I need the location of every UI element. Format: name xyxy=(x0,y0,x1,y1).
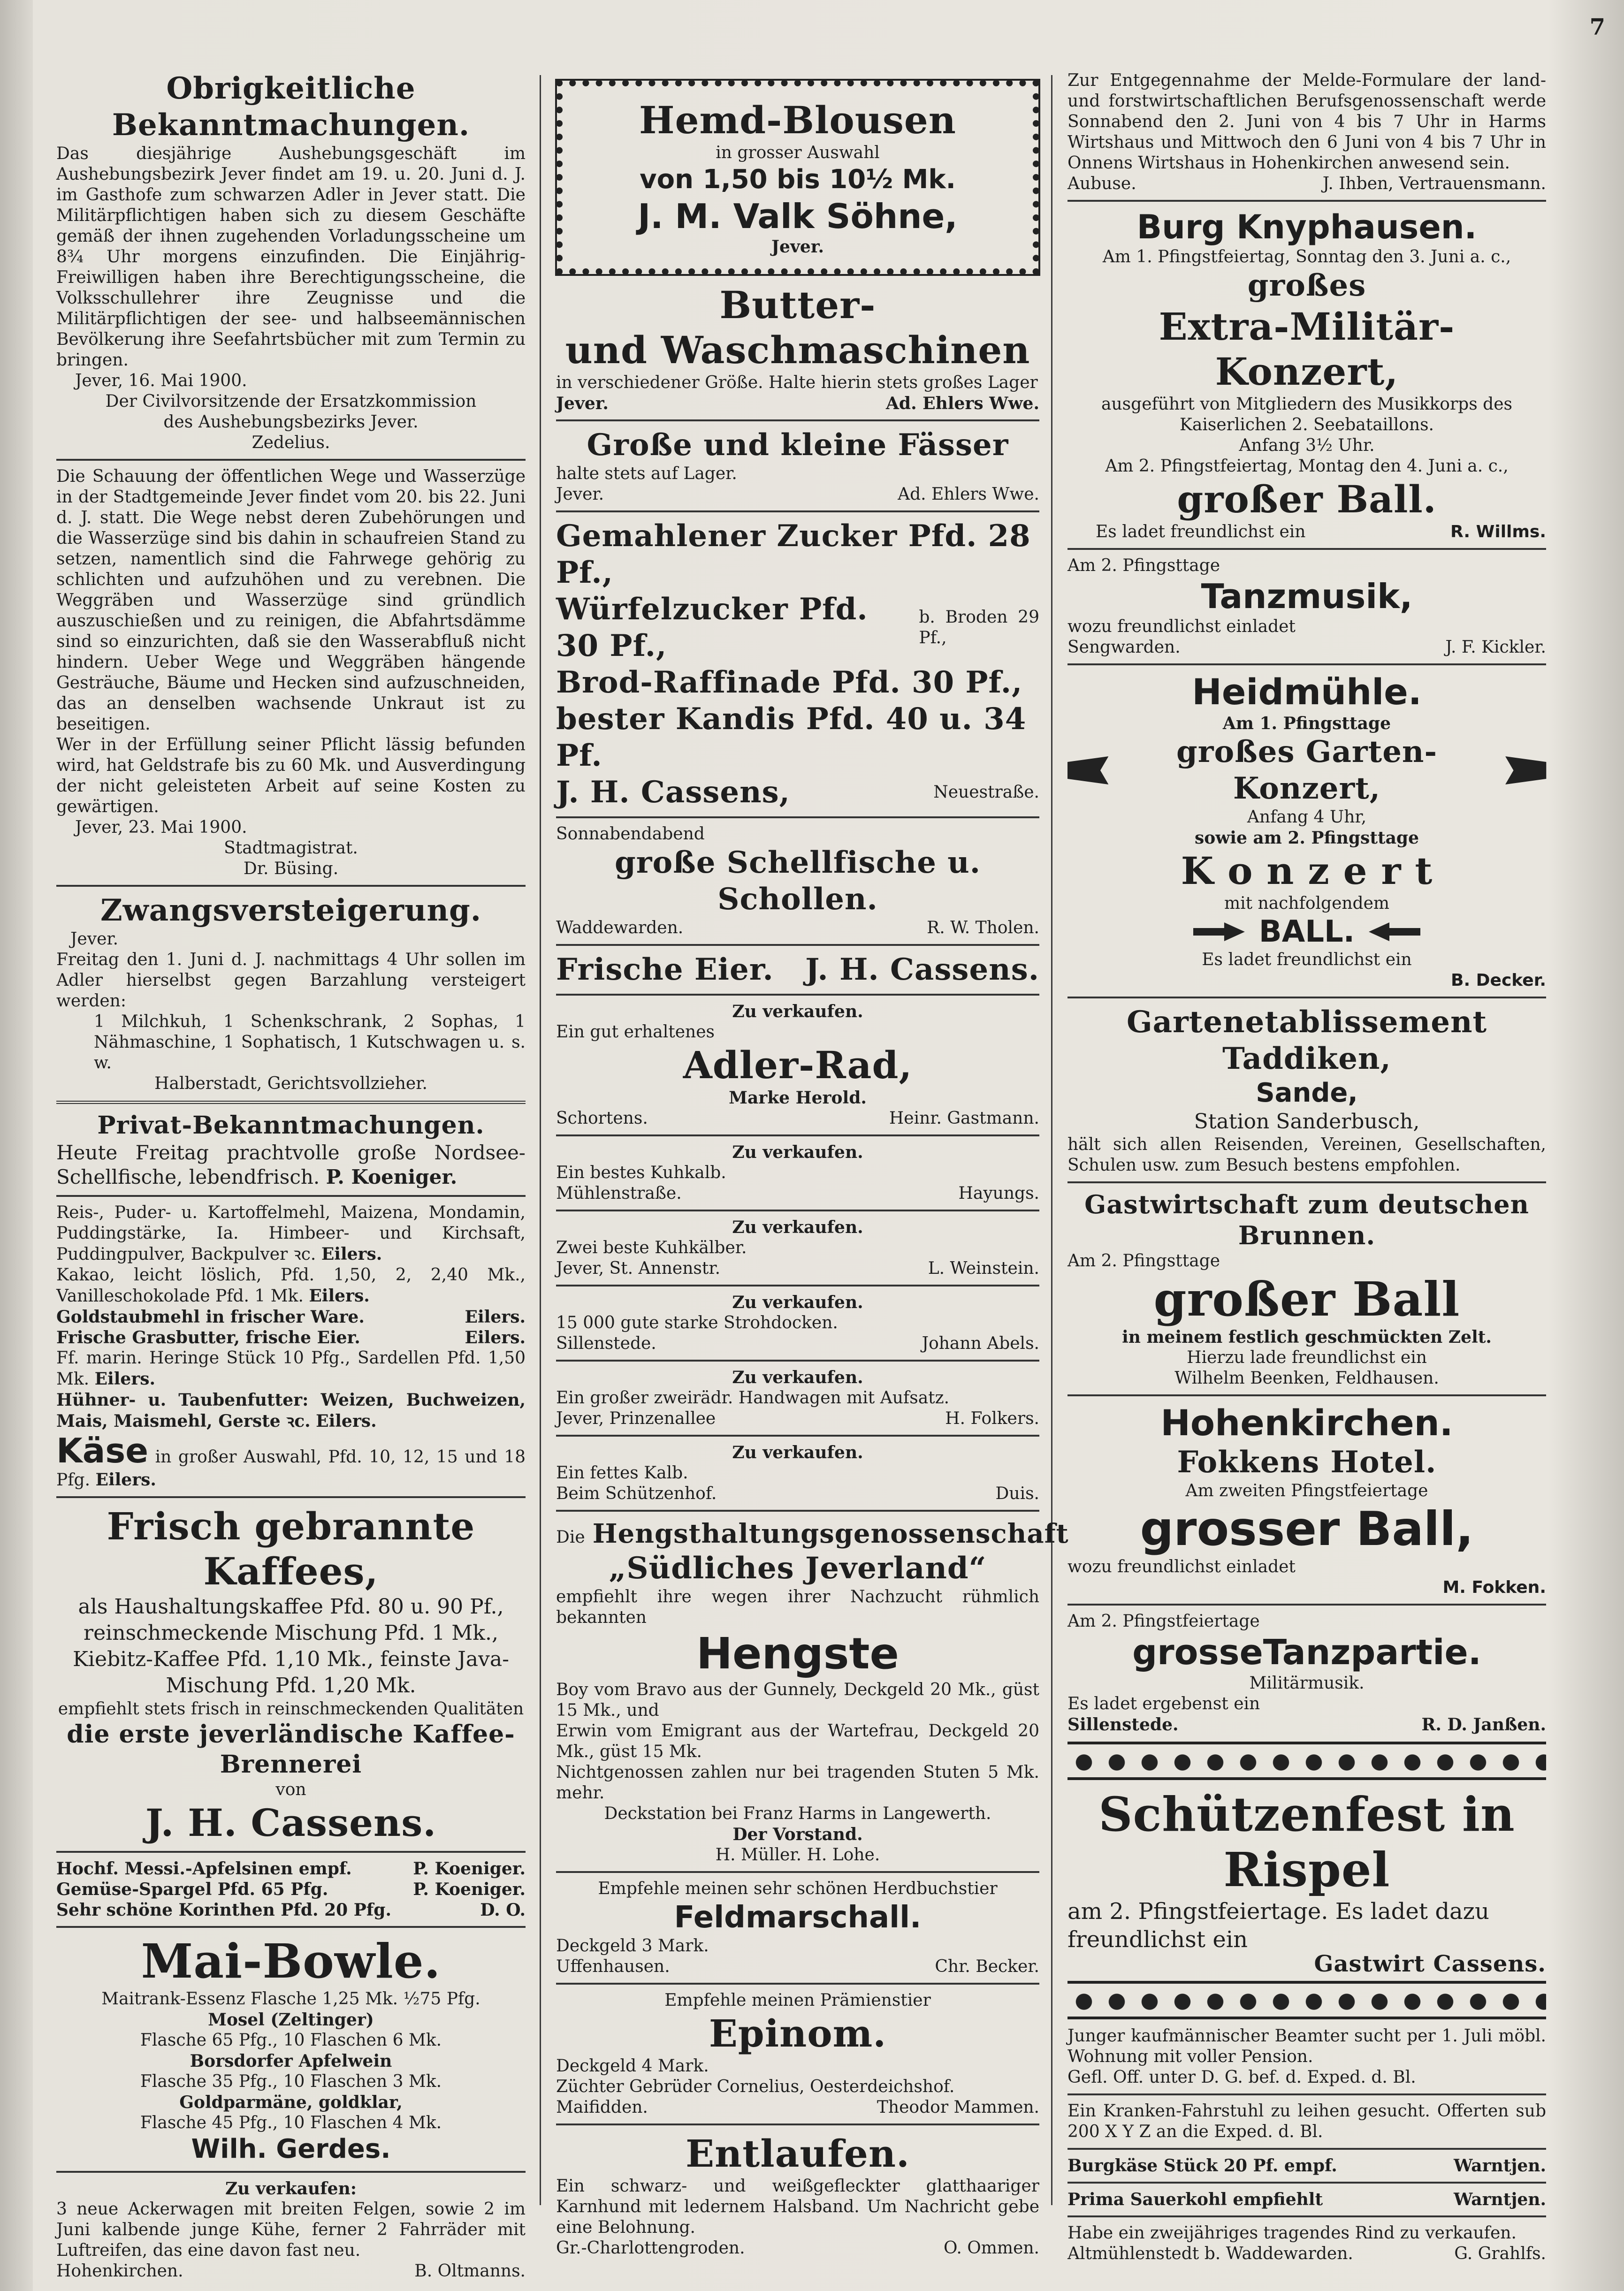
sale-ad-3 xyxy=(556,1292,1039,1354)
divider xyxy=(556,994,1039,996)
sale-heading: Zu verkaufen. xyxy=(732,1368,863,1387)
currant-ad xyxy=(56,1900,526,1920)
dance-music-ad xyxy=(1067,556,1546,658)
burg-line: Am 1. Pfingstfeiertag, Sonntag den 3. Juni a. c., xyxy=(1102,247,1511,266)
stallion-note: Nichtgenossen zahlen nur bei tragenden Stuten 5 Mk. mehr. xyxy=(556,1763,1039,1803)
divider xyxy=(556,2124,1039,2125)
lost-dog-text: Ein schwarz- und weißgefleckter glatthaariger Karnhund mit ledernem Halsband. Um Nachricht gebe eine Belohnung. xyxy=(556,2177,1039,2237)
burg-knyphausen-ad xyxy=(1067,207,1546,542)
sugar-line: Gemahlener Zucker Pfd. 28 Pf., xyxy=(556,518,1031,590)
burg-signature: R. Willms. xyxy=(1450,522,1546,541)
sale-signature: L. Weinstein. xyxy=(928,1259,1039,1278)
currant-text: Sehr schöne Korinthen Pfd. 20 Pfg. xyxy=(56,1900,391,1920)
butter-place: Jever. xyxy=(556,394,609,413)
divider xyxy=(1067,663,1546,665)
notice-signature-3: Zedelius. xyxy=(252,433,330,452)
stallion-pre: Die xyxy=(556,1528,585,1547)
heidmuehle-signature: B. Decker. xyxy=(1451,971,1546,990)
bull-heading: Feldmarschall. xyxy=(674,1900,922,1935)
coffee-von: von xyxy=(275,1780,306,1799)
fish-ad-signature: P. Koeniger. xyxy=(326,1165,457,1188)
heidmuehle-line: Am 1. Pfingsttage xyxy=(1222,714,1391,733)
bull-pre: Empfehle meinen sehr schönen Herdbuchstier xyxy=(598,1879,998,1898)
cheese-ad-text: in großer Auswahl, Pfd. 10, 12, 15 und 18 Pfg. xyxy=(56,1447,526,1490)
sale-text: 15 000 gute starke Strohdocken. xyxy=(556,1313,838,1332)
hohenkirchen-ball: grosser Ball, xyxy=(1140,1501,1474,1556)
grass-butter-signature: Eilers. xyxy=(465,1328,526,1347)
ornament-border xyxy=(1067,1742,1546,1780)
column-3 xyxy=(1067,70,1546,2263)
dance-pre: Am 2. Pfingsttage xyxy=(1067,556,1220,575)
auction-items: 1 Milchkuh, 1 Schenkschrank, 2 Sophas, 1 Nähmaschine, 1 Sophatisch, 1 Kutschwagen u. s. w. xyxy=(94,1012,526,1073)
may-bowl-line: Flasche 45 Pfg., 10 Flaschen 4 Mk. xyxy=(140,2113,442,2132)
sale-signature: Duis. xyxy=(995,1484,1039,1503)
burg-invite: Es ladet freundlichst ein xyxy=(1096,522,1306,541)
brunnen-ad xyxy=(1067,1189,1546,1389)
bull-signature: Theodor Mammen. xyxy=(877,2098,1039,2117)
divider xyxy=(556,1360,1039,1362)
stallion-boy: Boy vom Bravo aus der Gunnely, Deckgeld 20 Mk., güst 15 Mk., und xyxy=(556,1680,1039,1720)
bicycle-text: Ein gut erhaltenes xyxy=(556,1022,715,1042)
cattle-signature: G. Grahlfs. xyxy=(1454,2244,1546,2263)
flour-ad-text: Reis-, Puder- u. Kartoffelmehl, Maizena, Mondamin, Puddingstärke, Ia. Himbeer- und Kirchsaft, Puddingpulver, Backpulver ꝛc. xyxy=(56,1203,526,1264)
divider xyxy=(1067,1394,1546,1396)
bull-place: Uffenhausen. xyxy=(556,1957,670,1976)
dance-party-heading: grosseTanzpartie. xyxy=(1132,1632,1481,1673)
column-1 xyxy=(56,70,526,2281)
heidmuehle-heading: Heidmühle. xyxy=(1192,671,1422,713)
stallion-heading-1: Hengsthaltungsgenossenschaft xyxy=(592,1518,1069,1549)
hohenkirchen-hotel: Fokkens Hotel. xyxy=(1177,1445,1437,1480)
auction-text: Freitag den 1. Juni d. J. nachmittags 4 Uhr sollen im Adler hierselbst gegen Barzahlung versteigert werden: xyxy=(56,950,526,1011)
barrel-place: Jever. xyxy=(556,485,604,504)
barrel-signature: Ad. Ehlers Wwe. xyxy=(898,485,1039,504)
gold-flour-signature: Eilers. xyxy=(465,1307,526,1327)
divider xyxy=(1067,1604,1546,1606)
fish-ad xyxy=(56,1141,526,1189)
gold-flour-text: Goldstaubmehl in frischer Ware. xyxy=(56,1307,365,1327)
butter-signature: Ad. Ehlers Wwe. xyxy=(886,394,1039,413)
sugar-note: b. Broden 29 Pf., xyxy=(919,608,1039,647)
divider xyxy=(556,1510,1039,1512)
sugar-line: Würfelzucker Pfd. 30 Pf., xyxy=(556,592,868,663)
fish-ad-2 xyxy=(556,824,1039,938)
hohenkirchen-signature: M. Fokken. xyxy=(1442,1578,1546,1597)
taddiken-heading: Gartenetablissement Taddiken, xyxy=(1126,1005,1487,1076)
forms-place: Aubuse. xyxy=(1067,174,1136,193)
stallion-text: empfiehlt ihre wegen ihrer Nachzucht rühmlich bekannten xyxy=(556,1587,1039,1627)
divider xyxy=(1067,2093,1546,2095)
herring-ad-text: Ff. marin. Heringe Stück 10 Pfg., Sardellen Pfd. 1,50 Mk. xyxy=(56,1348,526,1389)
brunnen-tent: in meinem festlich geschmückten Zelt. xyxy=(1122,1327,1492,1347)
sauerkraut-signature: Warntjen. xyxy=(1453,2190,1546,2209)
bicycle-ad xyxy=(556,1001,1039,1129)
dance-party-place: Sillenstede. xyxy=(1067,1715,1179,1735)
currant-signature: D. O. xyxy=(480,1900,526,1920)
sale-heading: Zu verkaufen. xyxy=(732,1218,863,1237)
notice-text: Die Schauung der öffentlichen Wege und Wasserzüge in der Stadtgemeinde Jever findet vom 20. bis 22. Juni d. J. statt. Die Wege nebst deren Zubehörungen und die Wasserzüge sind bis dahin in schaufreien Stand zu setzen, namentlich sind die Fahrwege gehörig zu schlichten und aufzuhöhen und zu verebnen. Die Weggräben und Wasserzüge sind gründlich auszuschießen und zu reinigen, die Abfahrtsdämme sind so einzurichten, daß sie den Wasserabfluß nicht hindern. Ueber Wege und Weggräben hängende Gesträuche, Bäume und Hecken sind aufzuschneiden, das an denselben wachsende Unkraut ist zu beseitigen. xyxy=(56,467,526,734)
coffee-text: als Haushaltungskaffee Pfd. 80 u. 90 Pf., reinschmeckende Mischung Pfd. 1 Mk., Kiebitz-Kaffee Pfd. 1,10 Mk., feinste Java-Mischung Pfd. 1,20 Mk. xyxy=(73,1595,509,1697)
blouse-heading: Hemd-Blousen xyxy=(639,98,956,142)
coffee-small: empfiehlt stets frisch in reinschmeckenden Qualitäten xyxy=(58,1699,524,1719)
divider xyxy=(56,1101,526,1104)
heidmuehle-with: mit nachfolgendem xyxy=(1224,894,1390,913)
heidmuehle-garden-concert: großes Garten-Konzert, xyxy=(1176,734,1438,806)
shooting-festival-heading: Schützenfest in Rispel xyxy=(1098,1787,1515,1897)
divider xyxy=(556,944,1039,946)
divider xyxy=(56,885,526,887)
bicycle-heading: Adler-Rad, xyxy=(683,1043,913,1087)
divider xyxy=(556,1871,1039,1873)
blouse-firm: J. M. Valk Söhne, xyxy=(638,197,958,236)
cocoa-ad-signature: Eilers. xyxy=(309,1286,370,1306)
coffee-firm: J. H. Cassens. xyxy=(145,1801,437,1845)
blouse-place: Jever. xyxy=(771,237,824,257)
dance-party-line: Am 2. Pfingstfeiertage xyxy=(1067,1612,1260,1631)
stallion-ad xyxy=(556,1517,1069,1865)
dance-party-music: Militärmusik. xyxy=(1249,1674,1365,1693)
heidmuehle-ad xyxy=(1067,671,1546,991)
stallion-big: Hengste xyxy=(696,1629,899,1679)
stallion-erwin: Erwin vom Emigrant aus der Wartefrau, Deckgeld 20 Mk., güst 15 Mk. xyxy=(556,1721,1039,1761)
may-bowl-line: Mosel (Zeltinger) xyxy=(208,2010,374,2030)
sale-signature: Hayungs. xyxy=(958,1184,1039,1203)
sale-place: Jever, St. Annenstr. xyxy=(556,1259,721,1278)
may-bowl-ad xyxy=(56,1933,526,2165)
divider xyxy=(56,459,526,461)
page-binding-edge xyxy=(0,0,33,2291)
forms-text: Zur Entgegennahme der Melde-Formulare der land- und forstwirtschaftlichen Berufsgenossenschaft werde Sonnabend den 2. Juni von 4 bis 7 Uhr in Harms Wirtshaus und Mittwoch den 6 Juni von 4 bis 7 Uhr in Onnens Wirtshaus in Hohenkirchen anwesend sein. xyxy=(1067,71,1546,173)
auction-notice xyxy=(56,892,526,1094)
sale-place: Sillenstede. xyxy=(556,1334,656,1353)
taddiken-station: Station Sanderbusch, xyxy=(1194,1110,1420,1134)
divider xyxy=(556,1285,1039,1286)
heidmuehle-invite: Es ladet freundlichst ein xyxy=(1202,950,1412,969)
brunnen-signature: Wilhelm Beenken, Feldhausen. xyxy=(1174,1369,1439,1388)
feed-ad xyxy=(56,1390,526,1432)
divider xyxy=(56,1851,526,1853)
heidmuehle-concert: K o n z e r t xyxy=(1181,849,1433,893)
shooting-festival-signature: Gastwirt Cassens. xyxy=(1314,1951,1546,1977)
divider xyxy=(556,1435,1039,1437)
dance-heading: Tanzmusik, xyxy=(1201,577,1413,616)
stallion-signature: H. Müller. H. Lohe. xyxy=(715,1845,880,1865)
herring-ad-signature: Eilers. xyxy=(94,1369,156,1389)
sugar-ad xyxy=(556,518,1039,811)
sale-ad-5 xyxy=(556,1442,1039,1504)
notice-text: Das diesjährige Aushebungsgeschäft im Aushebungsbezirk Jever findet am 19. u. 20. Juni d. J. im Gasthofe zum schwarzen Adler in Jever statt. Die Militärpflichtigen haben sich zu diesem Geschäfte gemäß der ihnen zugehenden Vorladungsscheine um 8¾ Uhr morgens einzufinden. Die Einjährig-Freiwilligen haben ihre Berechtigungsscheine, die Volksschullehrer ihre Zeugnisse und die Militärpflichtigen der see- und halbseemännischen Bevölkerung ihre Seefahrtsbücher mit zum Termin zu bringen. xyxy=(56,144,526,370)
divider xyxy=(1067,2148,1546,2150)
lodging-ad xyxy=(1067,2026,1546,2088)
blouse-price: von 1,50 bis 10½ Mk. xyxy=(640,164,956,195)
bull-fee: Deckgeld 4 Mark. xyxy=(556,2056,709,2076)
heidmuehle-start: Anfang 4 Uhr, xyxy=(1247,807,1367,827)
taddiken-place: Sande, xyxy=(1256,1078,1358,1108)
fish-heading: große Schellfische u. Schollen. xyxy=(614,845,981,917)
orange-ad xyxy=(56,1858,526,1879)
fish-signature: R. W. Tholen. xyxy=(927,918,1039,937)
grass-butter-text: Frische Grasbutter, frische Eier. xyxy=(56,1328,360,1347)
sale-heading: Zu verkaufen: xyxy=(225,2179,357,2199)
sugar-firm: J. H. Cassens, xyxy=(556,775,790,810)
pointing-flag-icon xyxy=(1505,756,1546,784)
lodging-offer: Gefl. Off. unter D. G. bef. d. Exped. d. Bl. xyxy=(1067,2068,1416,2087)
wheelchair-ad: Ein Kranken-Fahrstuhl zu leihen gesucht. Offerten sub 200 X Y Z an die Exped. d. Bl. xyxy=(1067,2101,1546,2141)
coffee-ad xyxy=(56,1504,526,1845)
bull-ad-2 xyxy=(556,1990,1039,2118)
sale-ad-2 xyxy=(556,1217,1039,1279)
road-inspection-notice xyxy=(56,466,526,879)
shooting-festival-ad xyxy=(1067,1787,1546,1977)
sale-ad-1 xyxy=(556,1142,1039,1204)
divider xyxy=(56,1195,526,1197)
barrel-heading: Große und kleine Fässer xyxy=(587,427,1009,463)
butter-heading-1: Butter- xyxy=(719,283,876,327)
divider xyxy=(1067,548,1546,550)
pointing-hand-icon xyxy=(1369,922,1420,941)
burg-concert: Extra-Militär-Konzert, xyxy=(1159,304,1455,394)
bicycle-signature: Heinr. Gastmann. xyxy=(889,1109,1039,1128)
divider xyxy=(1067,997,1546,998)
divider xyxy=(556,816,1039,818)
gold-flour-ad xyxy=(56,1307,526,1327)
sale-place: Jever, Prinzenallee xyxy=(556,1409,716,1428)
butter-heading-2: und Waschmaschinen xyxy=(565,328,1030,372)
page-number: 7 xyxy=(1589,14,1605,40)
sale-ad xyxy=(56,2178,526,2282)
butter-machine-ad xyxy=(556,282,1039,414)
cattle-place: Altmühlenstedt b. Waddewarden. xyxy=(1067,2244,1353,2263)
sugar-address: Neuestraße. xyxy=(933,783,1039,802)
asparagus-text: Gemüse-Spargel Pfd. 65 Pfg. xyxy=(56,1880,328,1899)
sale-place: Mühlenstraße. xyxy=(556,1184,682,1203)
lost-dog-ad xyxy=(556,2131,1039,2259)
fish-ad-text: Heute Freitag prachtvolle große Nordsee-Schellfische, lebendfrisch. xyxy=(56,1141,526,1188)
private-notices-heading: Privat-Bekanntmachungen. xyxy=(97,1111,485,1140)
hohenkirchen-text: wozu freundlichst einladet xyxy=(1067,1557,1296,1576)
sugar-line: Brod-Raffinade Pfd. 30 Pf., xyxy=(556,665,1023,700)
column-2 xyxy=(556,70,1069,2258)
divider xyxy=(556,1983,1039,1985)
divider xyxy=(56,1926,526,1928)
divider xyxy=(556,419,1039,421)
burg-cheese-signature: Warntjen. xyxy=(1453,2156,1546,2176)
hohenkirchen-heading: Hohenkirchen. xyxy=(1160,1402,1453,1444)
brunnen-line: Am 2. Pfingsttage xyxy=(1067,1251,1220,1271)
feed-ad-text: Hühner- u. Taubenfutter: Weizen, Buchweizen, Mais, Maismehl, Gerste ꝛc. xyxy=(56,1390,526,1431)
cheese-ad-signature: Eilers. xyxy=(95,1470,156,1490)
bicycle-brand: Marke Herold. xyxy=(729,1088,867,1108)
may-bowl-line: Flasche 35 Pfg., 10 Flaschen 3 Mk. xyxy=(140,2072,442,2091)
coffee-heading: Frisch gebrannte Kaffees, xyxy=(107,1504,475,1593)
sale-signature: B. Oltmanns. xyxy=(414,2261,526,2281)
dance-party-signature: R. D. Janßen. xyxy=(1421,1715,1546,1735)
divider xyxy=(56,2171,526,2173)
dance-signature: J. F. Kickler. xyxy=(1445,638,1546,657)
notice-date: Jever, 23. Mai 1900. xyxy=(75,818,247,837)
column-divider-1 xyxy=(540,75,541,2205)
sale-text: Ein großer zweirädr. Handwagen mit Aufsatz. xyxy=(556,1388,950,1408)
brunnen-heading: Gastwirtschaft zum deutschen Brunnen. xyxy=(1084,1189,1529,1250)
may-bowl-line: Maitrank-Essenz Flasche 1,25 Mk. ½75 Pfg. xyxy=(101,1989,480,2009)
herring-ad xyxy=(56,1348,526,1390)
column-divider-2 xyxy=(1051,75,1052,2205)
lodging-text: Junger kaufmännischer Beamter sucht per 1. Juli möbl. Wohnung mit voller Pension. xyxy=(1067,2026,1546,2066)
sale-heading: Zu verkaufen. xyxy=(732,1443,863,1462)
barrel-ad xyxy=(556,427,1039,505)
blouse-subtitle: in grosser Auswahl xyxy=(716,143,880,162)
dance-text: wozu freundlichst einladet xyxy=(1067,617,1296,636)
burg-gross: großes xyxy=(1247,268,1366,303)
heidmuehle-ball: BALL. xyxy=(1258,914,1355,949)
sale-text: Ein bestes Kuhkalb. xyxy=(556,1163,726,1182)
sale-text: Ein fettes Kalb. xyxy=(556,1463,688,1483)
heidmuehle-line: sowie am 2. Pfingsttage xyxy=(1195,828,1419,848)
sale-signature: H. Folkers. xyxy=(945,1409,1039,1428)
brunnen-ball: großer Ball xyxy=(1153,1271,1460,1327)
grass-butter-ad xyxy=(56,1327,526,1348)
butter-text: in verschiedener Größe. Halte hierin stets großes Lager xyxy=(556,373,1038,392)
lost-dog-signature: O. Ommen. xyxy=(943,2238,1039,2258)
cheese-ad xyxy=(56,1432,526,1491)
coffee-roastery: die erste jeverländische Kaffee-Brennerei xyxy=(67,1720,515,1779)
dance-party-invite: Es ladet ergebenst ein xyxy=(1067,1694,1260,1713)
eggs-ad xyxy=(556,951,1039,988)
stallion-station: Deckstation bei Franz Harms in Langewerth. xyxy=(604,1804,991,1823)
orange-text: Hochf. Messi.-Apfelsinen empf. xyxy=(56,1859,352,1879)
sale-place: Beim Schützenhof. xyxy=(556,1484,717,1503)
stallion-heading-2: „Südliches Jeverland“ xyxy=(609,1551,987,1586)
divider xyxy=(1067,200,1546,202)
sauerkraut-ad xyxy=(1067,2189,1546,2210)
brunnen-invite: Hierzu lade freundlichst ein xyxy=(1187,1348,1427,1367)
notice-text: Wer in der Erfüllung seiner Pflicht lässig befunden wird, hat Geldstrafe bis zu 60 Mk. und Ausverdingung der nicht geleisteten Arbeit auf seine Kosten zu gewärtigen. xyxy=(56,735,526,816)
shooting-festival-text: am 2. Pfingstfeiertage. Es ladet dazu freundlichst ein xyxy=(1067,1898,1489,1953)
cattle-ad xyxy=(1067,2223,1546,2264)
burg-heading: Burg Knyphausen. xyxy=(1136,208,1477,246)
may-bowl-line: Goldparmäne, goldklar, xyxy=(179,2093,403,2112)
pointing-flag-icon xyxy=(1067,756,1108,784)
sale-ad-4 xyxy=(556,1367,1039,1429)
sale-signature: Johann Abels. xyxy=(922,1334,1039,1353)
lost-dog-place: Gr.-Charlottengroden. xyxy=(556,2238,745,2258)
stallion-board: Der Vorstand. xyxy=(732,1825,863,1844)
may-bowl-signature: Wilh. Gerdes. xyxy=(191,2134,391,2164)
barrel-text: halte stets auf Lager. xyxy=(556,464,737,483)
divider xyxy=(556,1210,1039,1211)
sale-heading: Zu verkaufen. xyxy=(732,1142,863,1162)
official-notices xyxy=(56,70,526,453)
taddiken-text: hält sich allen Reisenden, Vereinen, Gesellschaften, Schulen usw. zum Besuch bestens empfohlen. xyxy=(1067,1135,1546,1175)
bull-signature: Chr. Becker. xyxy=(935,1957,1039,1976)
divider xyxy=(556,1134,1039,1136)
may-bowl-line: Borsdorfer Apfelwein xyxy=(190,2051,392,2071)
hohenkirchen-ad xyxy=(1067,1402,1546,1598)
divider xyxy=(1067,2215,1546,2217)
official-notices-heading: Obrigkeitliche Bekanntmachungen. xyxy=(112,71,470,143)
may-bowl-line: Flasche 65 Pfg., 10 Flaschen 6 Mk. xyxy=(140,2031,442,2050)
burg-cheese-ad xyxy=(1067,2155,1546,2176)
forms-signature: J. Ihben, Vertrauensmann. xyxy=(1322,174,1546,193)
sale-text: 3 neue Ackerwagen mit breiten Felgen, sowie 2 im Juni kalbende junge Kühe, ferner 2 Fahrräder mit Luftreifen, das eine davon fast neu. xyxy=(56,2200,526,2260)
dance-place: Sengwarden. xyxy=(1067,638,1181,657)
eggs-signature: J. H. Cassens. xyxy=(805,952,1039,987)
bicycle-place: Schortens. xyxy=(556,1109,648,1128)
cattle-text: Habe ein zweijähriges tragendes Rind zu verkaufen. xyxy=(1067,2223,1517,2243)
burg-line: Am 2. Pfingstfeiertag, Montag den 4. Juni a. c., xyxy=(1105,457,1509,476)
notice-signature-2: Dr. Büsing. xyxy=(243,859,339,878)
dance-party-ad xyxy=(1067,1611,1546,1735)
auction-heading: Zwangsversteigerung. xyxy=(100,893,482,928)
forms-notice xyxy=(1067,70,1546,194)
burg-ball: großer Ball. xyxy=(1177,477,1437,521)
fish-place: Waddewarden. xyxy=(556,918,684,937)
notice-signature-2: des Aushebungsbezirks Jever. xyxy=(163,412,419,432)
divider xyxy=(56,1496,526,1498)
cocoa-ad xyxy=(56,1265,526,1307)
bull-pre: Empfehle meinen Prämienstier xyxy=(664,1991,931,2010)
sugar-line: bester Kandis Pfd. 40 u. 34 Pf. xyxy=(556,701,1027,773)
flour-ad-signature: Eilers. xyxy=(321,1244,382,1264)
notice-date: Jever, 16. Mai 1900. xyxy=(75,371,247,390)
may-bowl-heading: Mai-Bowle. xyxy=(141,1933,441,1989)
burg-start: Anfang 3½ Uhr. xyxy=(1239,436,1375,455)
sauerkraut-text: Prima Sauerkohl empfiehlt xyxy=(1067,2190,1323,2209)
sale-text: Zwei beste Kuhkälber. xyxy=(556,1238,747,1257)
auction-place: Jever. xyxy=(70,929,119,949)
taddiken-ad xyxy=(1067,1004,1546,1176)
asparagus-signature: P. Koeniger. xyxy=(413,1880,526,1899)
bull-heading: Epinom. xyxy=(709,2011,887,2055)
bicycle-pre: Zu verkaufen. xyxy=(732,1002,863,1021)
bull-place: Maifidden. xyxy=(556,2098,648,2117)
eggs-text: Frische Eier. xyxy=(556,952,774,987)
divider xyxy=(1067,1181,1546,1183)
feed-ad-signature: Eilers. xyxy=(316,1411,377,1431)
flour-ad xyxy=(56,1203,526,1265)
ornament-border xyxy=(1067,1981,1546,2019)
sale-heading: Zu verkaufen. xyxy=(732,1293,863,1312)
divider xyxy=(556,510,1039,512)
cocoa-ad-text: Kakao, leicht löslich, Pfd. 1,50, 2, 2,40 Mk., Vanilleschokolade Pfd. 1 Mk. xyxy=(56,1265,526,1306)
hohenkirchen-line: Am zweiten Pfingstfeiertage xyxy=(1185,1481,1428,1500)
burg-text: ausgeführt von Mitgliedern des Musikkorps des Kaiserlichen 2. Seebataillons. xyxy=(1101,395,1512,434)
lost-dog-heading: Entlaufen. xyxy=(686,2131,910,2176)
notice-signature-1: Der Civilvorsitzende der Ersatzkommission xyxy=(105,392,477,411)
notice-signature-1: Stadtmagistrat. xyxy=(224,838,358,858)
asparagus-ad xyxy=(56,1879,526,1900)
sale-place: Hohenkirchen. xyxy=(56,2261,183,2281)
fish-pre: Sonnabendabend xyxy=(556,824,705,844)
blouse-ad-frame xyxy=(556,80,1039,275)
bull-ad-1 xyxy=(556,1879,1039,1977)
orange-signature: P. Koeniger. xyxy=(413,1859,526,1879)
cheese-ad-big: Käse xyxy=(56,1431,149,1470)
burg-cheese-text: Burgkäse Stück 20 Pf. empf. xyxy=(1067,2156,1337,2176)
bull-fee: Deckgeld 3 Mark. xyxy=(556,1936,709,1956)
pointing-hand-icon xyxy=(1193,922,1245,941)
bull-breeder: Züchter Gebrüder Cornelius, Oesterdeichshof. xyxy=(556,2077,955,2096)
auction-signature: Halberstadt, Gerichtsvollzieher. xyxy=(154,1074,427,1093)
divider xyxy=(1067,2182,1546,2184)
